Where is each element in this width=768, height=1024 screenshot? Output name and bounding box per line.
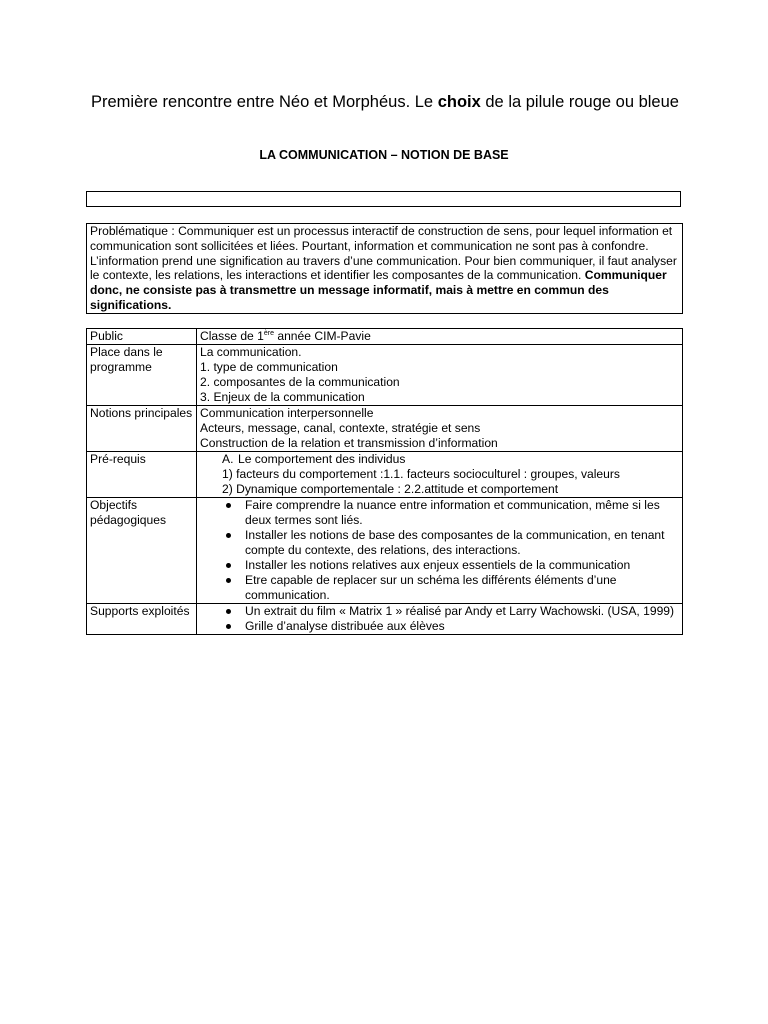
prerequis-item-a [200,452,679,467]
row-value-objectifs [197,498,683,604]
table-row-objectifs [87,498,683,604]
title-part-2: de la pilule rouge ou bleue [480,93,679,111]
page-subtitle: LA COMMUNICATION – NOTION DE BASE [259,148,509,162]
list-item: Installer les notions relatives aux enjeux essentiels de la communication [200,558,679,573]
list-item: Faire comprendre la nuance entre information et communication, même si les deux termes sont liés. [200,498,679,528]
row-label-supports: Supports exploités [87,604,197,635]
table-row-place [87,345,683,406]
row-label-prerequis: Pré-requis [87,452,197,498]
row-value-notions [197,406,683,452]
row-label-notions: Notions principales [87,406,197,452]
table-row-prerequis [87,452,683,498]
place-line: 2. composantes de la communication [200,375,400,389]
row-value-public [197,329,683,345]
problematique-text: Problématique : Communiquer est un processus interactif de construction de sens, pour lequel information et communication sont sollicitées et liées. Pourtant, information et communication ne sont pas à confondre. L’information prend une signification au travers d’une communication. Pour bien communiquer, il faut analyser le contexte, les relations, les interactions et identifier les composantes de la communication. [90,224,677,283]
place-line: 1. type de communication [200,360,338,374]
public-value-suffix: année CIM-Pavie [274,329,371,343]
table-row-public [87,329,683,345]
notions-line: Construction de la relation et transmission d’information [200,436,498,450]
problematique-box [86,223,683,314]
supports-list [200,604,679,634]
row-label-public: Public [87,329,197,345]
row-label-place: Place dans le programme [87,345,197,406]
notions-line: Acteurs, message, canal, contexte, stratégie et sens [200,421,481,435]
problematique-bold-text: Communiquer donc, ne consiste pas à transmettre un message informatif, mais à mettre en commun des significations. [90,268,667,312]
row-value-prerequis [197,452,683,498]
prerequis-item-1: 1) facteurs du comportement :1.1. facteurs socioculturel : groupes, valeurs [222,467,620,481]
row-value-place [197,345,683,406]
row-value-supports [197,604,683,635]
prerequis-item-a-text: Le comportement des individus [238,452,406,466]
info-table [86,328,683,635]
list-item: Installer les notions de base des composantes de la communication, en tenant compte du contexte, des relations, des interactions. [200,528,679,558]
table-row-notions [87,406,683,452]
notions-line: Communication interpersonnelle [200,406,374,420]
public-value-text: Classe de 1 [200,329,264,343]
objectifs-list [200,498,679,603]
list-item: Etre capable de replacer sur un schéma les différents éléments d’une communication. [200,573,679,603]
prerequis-letter: A. [222,452,234,466]
list-item: Grille d’analyse distribuée aux élèves [200,619,679,634]
prerequis-item-2: 2) Dynamique comportementale : 2.2.attitude et comportement [222,482,559,496]
table-row-supports [87,604,683,635]
public-value-superscript: ère [263,330,274,337]
title-part-1: Première rencontre entre Néo et Morphéus. Le [91,93,438,111]
list-item: Un extrait du film « Matrix 1 » réalisé par Andy et Larry Wachowski. (USA, 1999) [200,604,679,619]
empty-frame [86,191,681,207]
page-title [91,92,681,112]
place-line: 3. Enjeux de la communication [200,390,365,404]
title-bold-word: choix [437,93,481,111]
place-line: La communication. [200,345,302,359]
row-label-objectifs: Objectifs pédagogiques [87,498,197,604]
